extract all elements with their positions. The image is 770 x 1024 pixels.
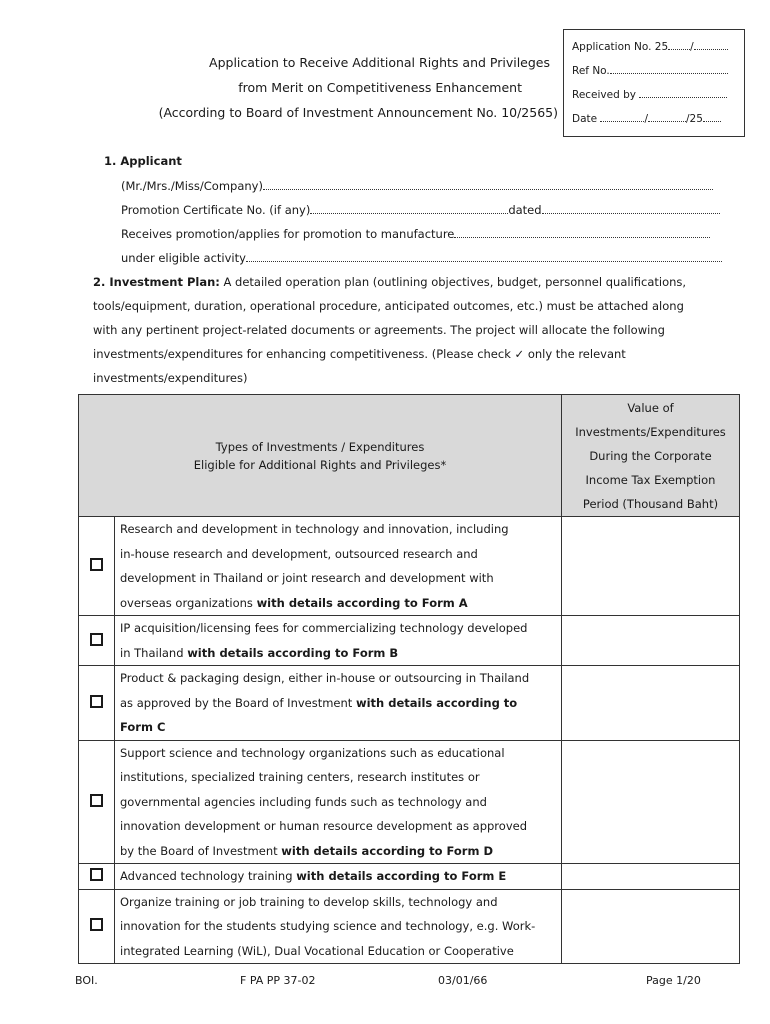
date-day-field[interactable] xyxy=(600,110,644,122)
application-no-field-2[interactable] xyxy=(694,38,728,50)
checkbox[interactable] xyxy=(90,633,103,646)
description-text: Advanced technology training xyxy=(120,869,297,883)
section1-heading: 1. Applicant xyxy=(104,154,182,168)
checkbox-cell xyxy=(79,864,115,890)
application-no-label: Application No. 25 xyxy=(572,41,669,53)
value-input-cell[interactable] xyxy=(562,616,740,666)
form-reference: with details according to Form B xyxy=(187,645,399,660)
section2-line5: investments/expenditures) xyxy=(93,371,248,385)
types-header xyxy=(79,395,562,517)
investment-type-description xyxy=(115,666,562,741)
section2-line1: A detailed operation plan (outlining objectives, budget, personnel qualifications, xyxy=(219,275,687,289)
description-text: by the Board of Investment xyxy=(120,843,282,858)
table-row xyxy=(79,616,740,666)
form-reference: with details according to Form A xyxy=(256,595,468,610)
table-body xyxy=(79,517,740,964)
footer-org: BOI. xyxy=(75,974,98,987)
description-line: Product & packaging design, either in-house or outsourcing in Thailand xyxy=(120,671,530,685)
investment-type-description xyxy=(115,889,562,964)
investment-types-table xyxy=(78,394,740,964)
footer-page: Page 1/20 xyxy=(646,974,701,987)
dated-field[interactable] xyxy=(542,202,720,214)
promotion-cert-label: Promotion Certificate No. (if any) xyxy=(121,203,311,217)
date-label: Date xyxy=(572,113,598,125)
investment-type-description xyxy=(115,864,562,890)
description-last-line xyxy=(120,641,556,666)
form-reference: with details according to Form E xyxy=(296,869,507,883)
description-last-line xyxy=(120,839,556,864)
checkbox-cell xyxy=(79,889,115,964)
types-header-line2: Eligible for Additional Rights and Privileges* xyxy=(193,457,447,472)
application-no-field-1[interactable] xyxy=(668,38,690,50)
investment-plan-paragraph xyxy=(93,270,713,390)
section2-line2: tools/equipment, duration, operational procedure, anticipated outcomes, etc.) must be attached along xyxy=(93,299,684,313)
table-row xyxy=(79,517,740,616)
description-last-line xyxy=(120,939,556,964)
checkbox-cell xyxy=(79,616,115,666)
description-text: overseas organizations xyxy=(120,595,257,610)
received-by-field[interactable] xyxy=(639,86,727,98)
value-header-line3: During the Corporate xyxy=(589,448,712,463)
date-month-field[interactable] xyxy=(648,110,686,122)
section2-heading: 2. Investment Plan: xyxy=(93,275,220,289)
applicant-name-field[interactable] xyxy=(263,178,713,190)
checkbox[interactable] xyxy=(90,918,103,931)
description-text: in Thailand xyxy=(120,645,188,660)
checkbox-cell xyxy=(79,666,115,741)
checkbox[interactable] xyxy=(90,558,103,571)
activity-label: under eligible activity xyxy=(121,251,246,265)
table-header-row xyxy=(79,395,740,517)
document-title-line1: Application to Receive Additional Rights and Privileges xyxy=(209,55,550,70)
checkbox[interactable] xyxy=(90,868,103,881)
table-row xyxy=(79,740,740,864)
value-header xyxy=(562,395,740,517)
description-last-line xyxy=(120,691,556,716)
description-line: development in Thailand or joint research and development with xyxy=(120,571,494,585)
date-line: Date / /25 xyxy=(572,108,736,132)
manufacture-field[interactable] xyxy=(454,226,710,238)
document-title-line2: from Merit on Competitiveness Enhancement xyxy=(238,80,522,95)
description-line: institutions, specialized training centers, research institutes or xyxy=(120,770,480,784)
description-line: in-house research and development, outsourced research and xyxy=(120,546,478,561)
description-line: innovation development or human resource development as approved xyxy=(120,819,527,833)
date-year-field[interactable] xyxy=(703,110,721,122)
footer-date: 03/01/66 xyxy=(438,974,488,987)
applicant-name-line xyxy=(121,178,713,193)
reference-box xyxy=(563,29,745,137)
value-input-cell[interactable] xyxy=(562,889,740,964)
checkbox[interactable] xyxy=(90,794,103,807)
investment-type-description xyxy=(115,517,562,616)
form-reference-continued: Form C xyxy=(120,720,166,734)
manufacture-line xyxy=(121,226,710,241)
description-line: IP acquisition/licensing fees for commercializing technology developed xyxy=(120,621,528,635)
description-text: as approved by the Board of Investment xyxy=(120,695,356,710)
form-reference: with details according to xyxy=(355,695,518,710)
checkbox[interactable] xyxy=(90,695,103,708)
table-row xyxy=(79,864,740,890)
description-text: integrated Learning (WiL), Dual Vocational Education or Cooperative xyxy=(120,943,514,958)
description-line: innovation for the students studying science and technology, e.g. Work- xyxy=(120,919,536,933)
received-by-line xyxy=(572,84,736,108)
value-input-cell[interactable] xyxy=(562,864,740,890)
value-input-cell[interactable] xyxy=(562,666,740,741)
promotion-cert-line xyxy=(121,202,720,217)
footer-form-code: F PA PP 37-02 xyxy=(240,974,316,987)
activity-field[interactable] xyxy=(246,250,722,262)
value-input-cell[interactable] xyxy=(562,740,740,864)
ref-no-field[interactable] xyxy=(610,62,728,74)
manufacture-label: Receives promotion/applies for promotion to manufacture xyxy=(121,227,455,241)
checkbox-cell xyxy=(79,517,115,616)
applicant-name-label: (Mr./Mrs./Miss/Company) xyxy=(121,179,263,193)
table-row xyxy=(79,889,740,964)
ref-no-label: Ref No. xyxy=(572,65,610,77)
value-header-line5: Period (Thousand Baht) xyxy=(582,496,719,511)
value-header-line2: Investments/Expenditures xyxy=(575,424,726,439)
description-last-line xyxy=(120,864,556,889)
description-line: Research and development in technology and innovation, including xyxy=(120,522,509,536)
value-header-line4: Income Tax Exemption xyxy=(585,472,716,487)
value-input-cell[interactable] xyxy=(562,517,740,616)
promotion-cert-field[interactable] xyxy=(310,202,508,214)
table-row xyxy=(79,666,740,741)
activity-line xyxy=(121,250,722,265)
description-line: Support science and technology organizations such as educational xyxy=(120,745,505,760)
section2-line3: with any pertinent project-related documents or agreements. The project will allocate the following xyxy=(93,323,665,337)
form-reference: with details according to Form D xyxy=(281,843,494,858)
description-line: governmental agencies including funds such as technology and xyxy=(120,794,487,809)
date-year-label: /25 xyxy=(686,113,703,125)
description-line: Organize training or job training to develop skills, technology and xyxy=(120,894,498,909)
value-header-line1: Value of xyxy=(627,400,674,415)
document-title-line3: (According to Board of Investment Announcement No. 10/2565) xyxy=(158,105,558,120)
investment-type-description xyxy=(115,616,562,666)
application-no-line: Application No. 25 / xyxy=(572,36,736,60)
investment-type-description xyxy=(115,740,562,864)
received-by-label: Received by xyxy=(572,89,636,101)
checkbox-cell xyxy=(79,740,115,864)
types-header-line1: Types of Investments / Expenditures xyxy=(215,439,425,454)
section2-line4: investments/expenditures for enhancing competitiveness. (Please check ✓ only the relevant xyxy=(93,347,626,361)
dated-label: dated xyxy=(508,203,542,217)
ref-no-line xyxy=(572,60,736,84)
description-last-line xyxy=(120,591,556,616)
